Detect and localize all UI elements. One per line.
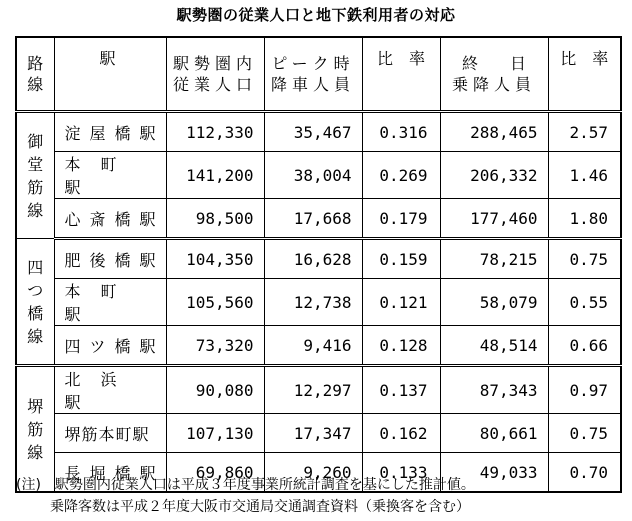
header-peak: ピーク時 降車人員 — [264, 37, 362, 112]
station-name: 長堀橋駅 — [54, 453, 166, 493]
peak-cell: 16,628 — [264, 239, 362, 279]
peak-cell: 9,416 — [264, 326, 362, 366]
station-name: 本町駅 — [54, 279, 166, 326]
table-row — [16, 239, 621, 279]
ratio2-cell: 1.80 — [548, 199, 621, 239]
ratio2-cell: 0.66 — [548, 326, 621, 366]
line-label-midosuji: 御 堂 筋 線 — [16, 112, 54, 239]
table-row — [16, 414, 621, 453]
footnote-line-1: (注) 駅勢圏内従業人口は平成３年度事業所統計調査を基にした推計値。 — [16, 477, 475, 493]
header-line: 路 線 — [16, 37, 54, 112]
employment-cell: 107,130 — [166, 414, 264, 453]
daily-cell: 48,514 — [440, 326, 548, 366]
employment-cell: 90,080 — [166, 366, 264, 414]
ratio1-cell: 0.159 — [362, 239, 440, 279]
line-label-yotsubashi: 四 つ 橋 線 — [16, 239, 54, 366]
peak-cell: 17,668 — [264, 199, 362, 239]
employment-cell: 98,500 — [166, 199, 264, 239]
header-ratio2: 比 率 — [548, 37, 621, 112]
header-employment: 駅勢圏内 従業人口 — [166, 37, 264, 112]
daily-cell: 78,215 — [440, 239, 548, 279]
daily-cell: 49,033 — [440, 453, 548, 493]
table-row — [16, 366, 621, 414]
ratio2-cell: 1.46 — [548, 152, 621, 199]
ratio1-cell: 0.316 — [362, 112, 440, 152]
line-label-sakaisuji: 堺 筋 線 — [16, 366, 54, 493]
footnote — [16, 474, 475, 518]
peak-cell: 12,738 — [264, 279, 362, 326]
ratio1-cell: 0.162 — [362, 414, 440, 453]
employment-cell: 73,320 — [166, 326, 264, 366]
header-ratio1: 比 率 — [362, 37, 440, 112]
peak-cell: 35,467 — [264, 112, 362, 152]
station-name: 淀屋橋駅 — [54, 112, 166, 152]
ratio2-cell: 0.55 — [548, 279, 621, 326]
table-row — [16, 112, 621, 152]
ratio1-cell: 0.133 — [362, 453, 440, 493]
daily-cell: 177,460 — [440, 199, 548, 239]
station-name: 肥後橋駅 — [54, 239, 166, 279]
ratio2-cell: 0.75 — [548, 239, 621, 279]
station-name: 四ツ橋駅 — [54, 326, 166, 366]
station-name: 堺筋本町駅 — [54, 414, 166, 453]
table-row — [16, 279, 621, 326]
ratio1-cell: 0.269 — [362, 152, 440, 199]
peak-cell: 12,297 — [264, 366, 362, 414]
daily-cell: 206,332 — [440, 152, 548, 199]
header-station: 駅 — [54, 37, 166, 112]
ratio2-cell: 0.70 — [548, 453, 621, 493]
ratio2-cell: 2.57 — [548, 112, 621, 152]
header-row — [16, 37, 621, 112]
table-row — [16, 326, 621, 366]
ratio2-cell: 0.97 — [548, 366, 621, 414]
station-name: 北浜駅 — [54, 366, 166, 414]
peak-cell: 38,004 — [264, 152, 362, 199]
data-table — [15, 36, 622, 493]
peak-cell: 17,347 — [264, 414, 362, 453]
page-title: 駅勢圏の従業人口と地下鉄利用者の対応 — [176, 6, 456, 24]
employment-cell: 105,560 — [166, 279, 264, 326]
table-row — [16, 199, 621, 239]
daily-cell: 87,343 — [440, 366, 548, 414]
table-row — [16, 152, 621, 199]
employment-cell: 141,200 — [166, 152, 264, 199]
peak-cell: 9,260 — [264, 453, 362, 493]
station-name: 心斎橋駅 — [54, 199, 166, 239]
ratio2-cell: 0.75 — [548, 414, 621, 453]
ratio1-cell: 0.128 — [362, 326, 440, 366]
header-daily: 終 日 乗降人員 — [440, 37, 548, 112]
daily-cell: 288,465 — [440, 112, 548, 152]
daily-cell: 58,079 — [440, 279, 548, 326]
employment-cell: 104,350 — [166, 239, 264, 279]
ratio1-cell: 0.137 — [362, 366, 440, 414]
daily-cell: 80,661 — [440, 414, 548, 453]
employment-cell: 112,330 — [166, 112, 264, 152]
footnote-line-2: 乗降客数は平成２年度大阪市交通局交通調査資料（乗換客を含む） — [50, 499, 470, 515]
ratio1-cell: 0.121 — [362, 279, 440, 326]
ratio1-cell: 0.179 — [362, 199, 440, 239]
station-name: 本町駅 — [54, 152, 166, 199]
employment-cell: 69,860 — [166, 453, 264, 493]
